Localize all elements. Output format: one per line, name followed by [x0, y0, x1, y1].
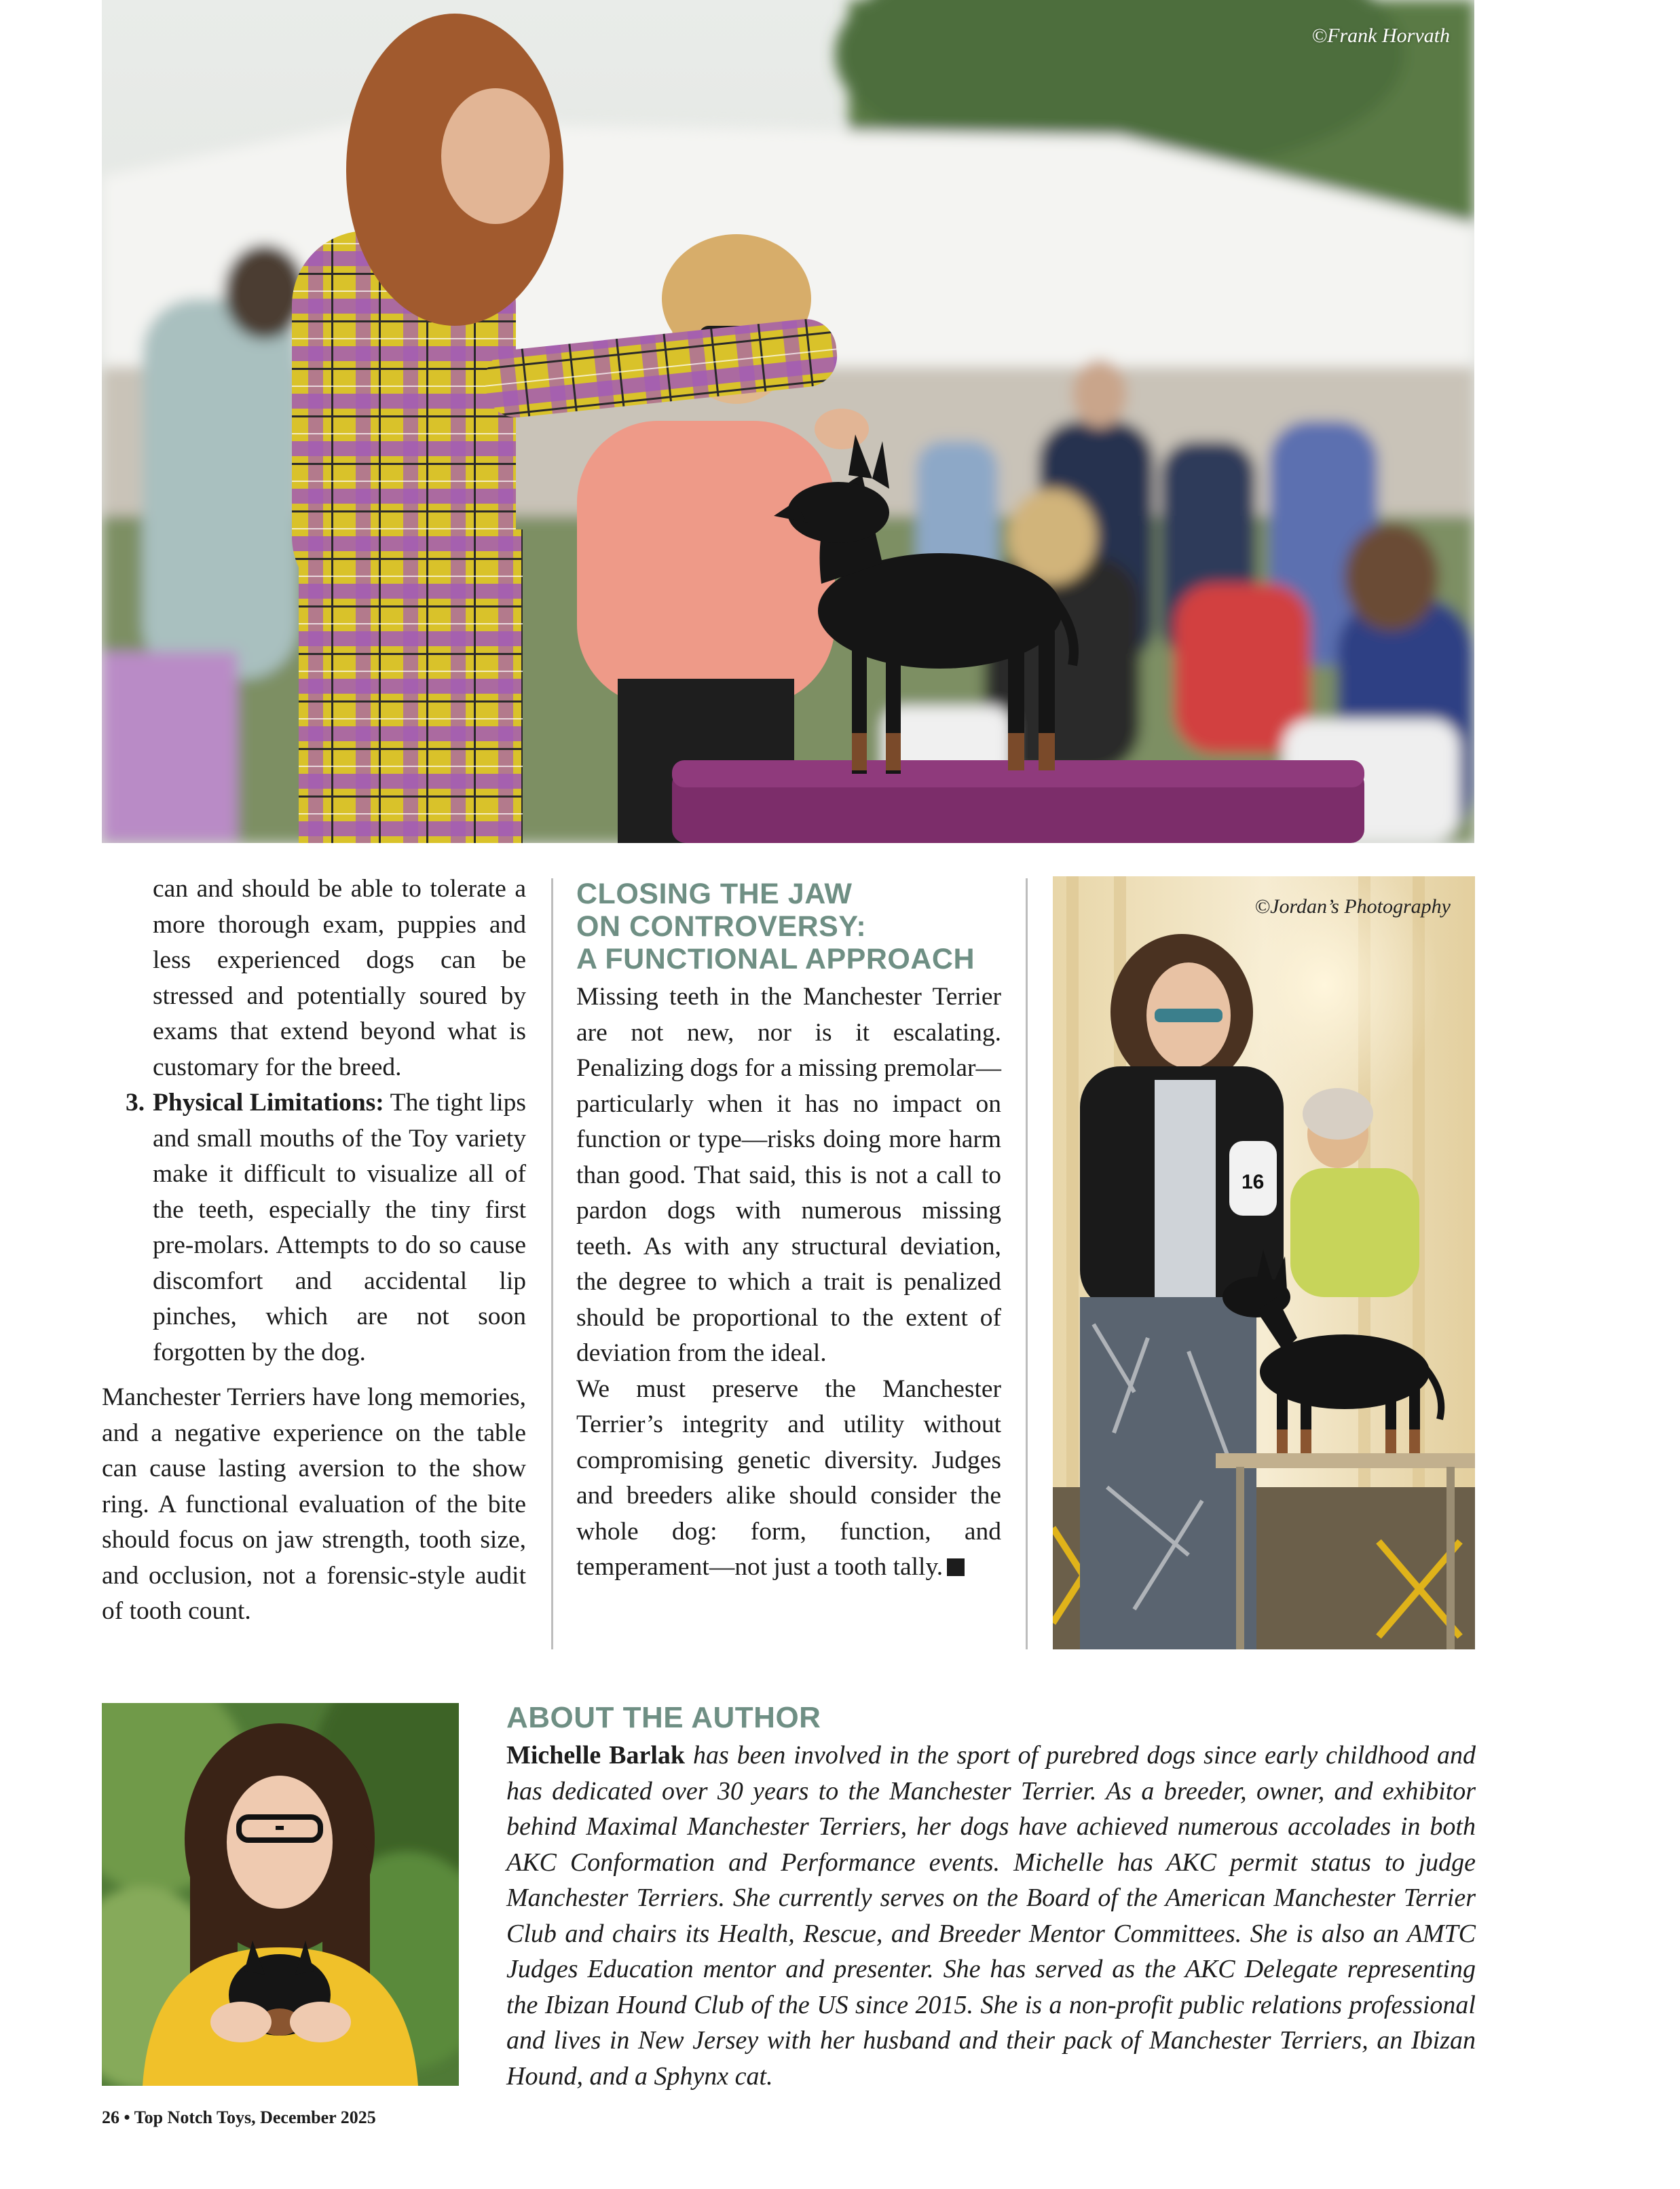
author-bio-text [506, 1738, 1476, 2094]
author-bio-body: has been involved in the sport of purebred dogs since early childhood and has dedicated over 30 years to the Manchester Terrier. As a breeder, owner, and exhibitor behind Maximal Manchester Terriers, her dogs have achieved numerous accolades in both AKC Conformation and Performance events. Michelle has AKC permit status to judge Manchester Terriers. She currently serves on the Board of the American Manchester Terrier Club and chairs its Health, Rescue, and Breeder Mentor Committees. She is also an AMTC Judges Education mentor and presenter. She has served as the AKC Delegate representing the Ibizan Hound Club of the US since 2015. She is a non-profit public relations professional and lives in New Jersey with her husband and their pack of Manchester Terriers, an Ibizan Hound, and a Sphynx cat. [506, 1741, 1476, 2091]
section-heading [576, 878, 1001, 975]
author-bio [506, 1701, 1476, 2094]
body-paragraph [576, 1372, 1001, 1586]
body-paragraph: Manchester Terriers have long memories, and a negative experience on the table can cause lasting aversion to the show ring. A functional evaluation of the bite should focus on jaw strength, tooth size, and occlusion, not a forensic-style audit of tooth count. [102, 1383, 526, 1625]
list-item-physical-limitations [102, 1085, 526, 1370]
armband-number: 16 [1242, 1171, 1265, 1193]
photo-credit: ©Frank Horvath [1311, 24, 1450, 47]
column-divider [551, 878, 553, 1649]
body-paragraph: Missing teeth in the Manchester Terrier are not new, nor is it escalating. Penalizing dogs for a missing premolar—particularly when it has no impact on function or type—risks doing more harm than good. That said, this is not a call to pardon dogs with numerous missing teeth. As with any structural deviation, the degree to which a trait is penalized should be proportional to the extent of deviation from the ideal. [576, 983, 1001, 1367]
author-name: Michelle Barlak [506, 1741, 686, 1770]
author-photo-image [102, 1703, 459, 2086]
photo-credit: ©Jordan’s Photography [1254, 895, 1451, 918]
body-paragraph-text: We must preserve the Manchester Terrier’s integrity and utility without compromising genetic diversity. Judges and breeders alike should consider the whole dog: form, function, and temperament—not just a tooth tally. [576, 1374, 1001, 1581]
heading-line: A FUNCTIONAL APPROACH [576, 943, 975, 975]
list-item-text: The tight lips and small mouths of the Toy variety make it difficult to visualize all of the teeth, especially the tiny first pre-molars. Attempts to do so cause discomfort and accidental lip pinches, which are not soon forgotten by the dog. [153, 1089, 527, 1366]
hero-photo [102, 0, 1474, 843]
continued-text: can and should be able to tolerate a more thorough exam, puppies and less experienced dogs can be stressed and potentially soured by exams that extend beyond what is customary for the breed. [153, 875, 526, 1081]
author-photo [102, 1703, 459, 2086]
page-footer: 26 • Top Notch Toys, December 2025 [102, 2108, 376, 2127]
list-item-title: Physical Limitations: [153, 1089, 384, 1117]
end-mark-icon [947, 1558, 965, 1576]
side-photo [1053, 876, 1475, 1649]
article-column-left [102, 872, 526, 1630]
column-divider [1026, 878, 1028, 1649]
article-column-middle [576, 878, 1001, 1586]
hero-photo-image [102, 0, 1474, 843]
about-author-heading: ABOUT THE AUTHOR [506, 1701, 821, 1734]
heading-line: ON CONTROVERSY: [576, 910, 867, 943]
side-photo-image [1053, 876, 1475, 1649]
heading-line: CLOSING THE JAW [576, 878, 853, 910]
list-number: 3. [126, 1089, 145, 1117]
